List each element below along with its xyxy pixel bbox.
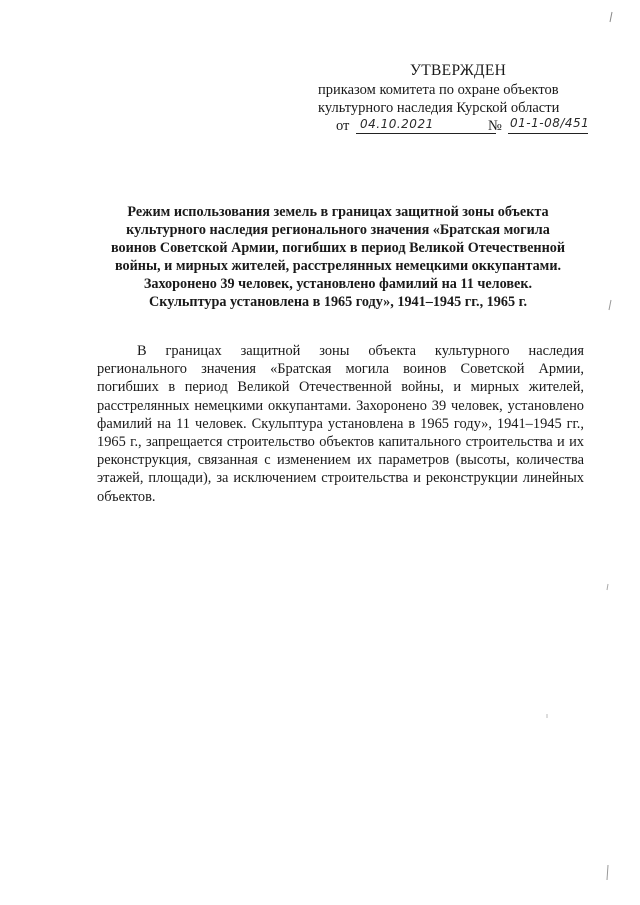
heading-line: Скульптура установлена в 1965 году», 1941–1945 гг., 1965 г.	[149, 294, 527, 310]
handwritten-date: 04.10.2021	[360, 117, 434, 131]
approval-line-1: приказом комитета по охране объектов	[318, 82, 559, 98]
approval-line-2: культурного наследия Курской области	[318, 100, 560, 116]
approval-title: УТВЕРЖДЕН	[410, 62, 507, 79]
heading-line: Захоронено 39 человек, установлено фамилий на 11 человек.	[143, 276, 533, 292]
heading-line: культурного наследия регионального значения «Братская могила	[126, 222, 550, 238]
heading-line: Режим использования земель в границах защитной зоны объекта	[127, 204, 549, 220]
heading-line: войны, и мирных жителей, расстрелянных немецкими оккупантами.	[114, 258, 562, 274]
scan-mark	[610, 12, 612, 22]
approval-block	[318, 62, 618, 137]
handwritten-number: 01-1-08/451	[510, 116, 590, 130]
number-label: №	[488, 118, 502, 134]
approval-sign-row	[318, 117, 618, 137]
scan-mark	[607, 865, 608, 880]
scan-mark	[609, 300, 611, 310]
document-heading	[88, 203, 588, 311]
body-paragraph: В границах защитной зоны объекта культурного наследия регионального значения «Братская могила воинов Советской Армии, погибших в период Великой Отечественной войны, и мирных жителей, расстрелянных немецкими оккупантами. Захоронено 39 человек, установлено фамилий на 11 человек. Скульптура установлена в 1965 году», 1941–1945 гг., 1965 г., запрещается строительство объектов капитального строительства и их реконструкция, связанная с изменением их параметров (высоты, количества этажей, площади), за исключением строительства и реконструкции линейных объектов.	[97, 343, 584, 505]
heading-line: воинов Советской Армии, погибших в период Великой Отечественной	[110, 240, 566, 256]
date-label: от	[336, 118, 350, 134]
scan-mark	[607, 584, 608, 590]
